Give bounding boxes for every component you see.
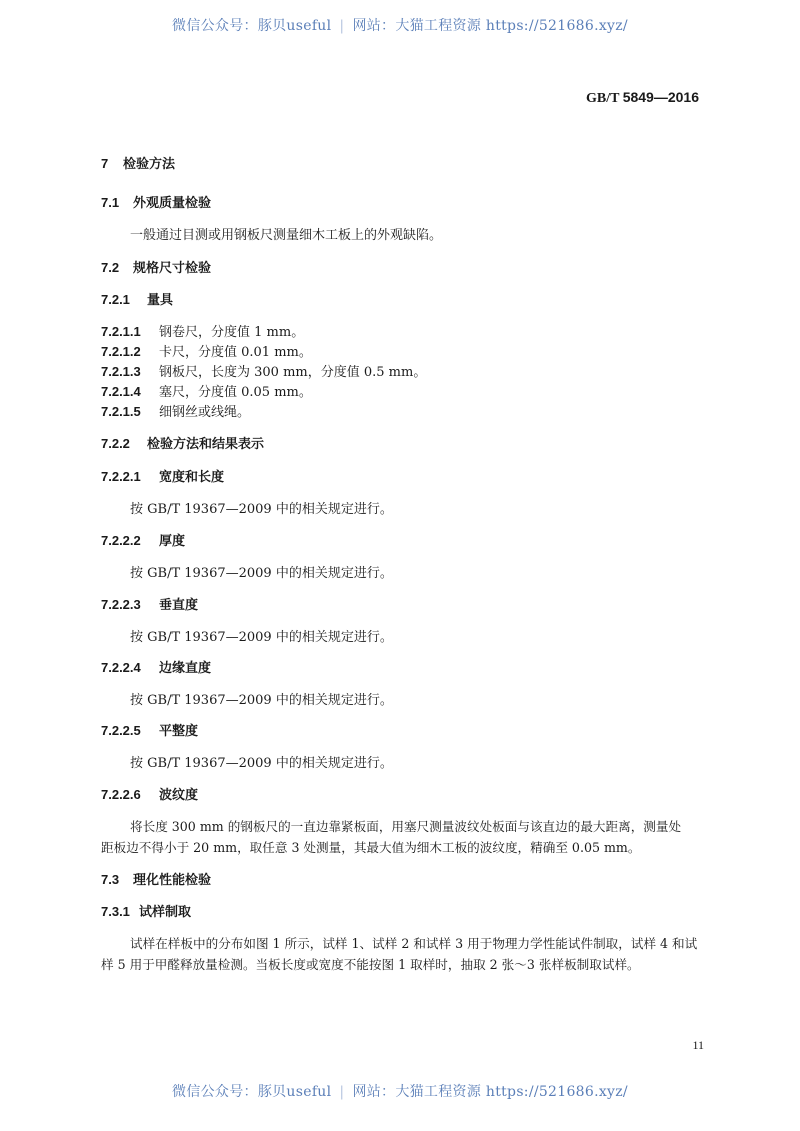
section-body: 按 GB/T 19367—2009 中的相关规定进行。 — [130, 502, 393, 517]
list-item: 7.2.1.4 塞尺，分度值 0.05 mm。 — [101, 384, 312, 400]
section-heading-7-3-1: 7.3.1 试样制取 — [101, 904, 192, 920]
standard-number: GB/T 5849—2016 — [586, 89, 699, 106]
watermark-website: 网站：大猫工程资源 https://521686.xyz/ — [352, 1084, 628, 1100]
section-heading-7-2-2-4: 7.2.2.4 边缘直度 — [101, 660, 212, 676]
watermark-separator: | — [339, 18, 345, 34]
watermark-website: 网站：大猫工程资源 https://521686.xyz/ — [352, 18, 628, 34]
section-heading-7-2-2-1: 7.2.2.1 宽度和长度 — [101, 469, 225, 485]
watermark-bottom — [0, 1081, 800, 1101]
section-body: 按 GB/T 19367—2009 中的相关规定进行。 — [130, 693, 393, 708]
page-number: 11 — [692, 1038, 704, 1052]
watermark-wechat: 微信公众号：豚贝useful — [172, 1084, 332, 1100]
section-heading-7-2-1: 7.2.1 量具 — [101, 292, 174, 308]
section-heading-7-1: 7.1 外观质量检验 — [101, 195, 212, 211]
section-heading-7-2-2-2: 7.2.2.2 厚度 — [101, 533, 186, 549]
watermark-wechat: 微信公众号：豚贝useful — [172, 18, 332, 34]
section-heading-7-2-2-6: 7.2.2.6 波纹度 — [101, 787, 199, 803]
section-body: 按 GB/T 19367—2009 中的相关规定进行。 — [130, 756, 393, 771]
watermark-top — [0, 15, 800, 35]
list-item: 7.2.1.2 卡尺，分度值 0.01 mm。 — [101, 344, 312, 360]
section-body: 将长度 300 mm 的钢板尺的一直边靠紧板面，用塞尺测量波纹处板面与该直边的最大距离，测量处 — [130, 819, 682, 834]
section-heading-7: 7 检验方法 — [101, 156, 176, 172]
list-item: 7.2.1.1 钢卷尺，分度值 1 mm。 — [101, 324, 305, 340]
section-body: 距板边不得小于 20 mm，取任意 3 处测量，其最大值为细木工板的波纹度，精确至 0.05 mm。 — [101, 840, 641, 855]
section-body: 按 GB/T 19367—2009 中的相关规定进行。 — [130, 566, 393, 581]
watermark-separator: | — [339, 1084, 345, 1100]
section-body: 试样在样板中的分布如图 1 所示，试样 1、试样 2 和试样 3 用于物理力学性能试件制取，试样 4 和试 — [130, 936, 698, 951]
section-heading-7-2-2: 7.2.2 检验方法和结果表示 — [101, 436, 265, 452]
section-body-7-1: 一般通过目测或用钢板尺测量细木工板上的外观缺陷。 — [130, 228, 443, 243]
section-body: 按 GB/T 19367—2009 中的相关规定进行。 — [130, 630, 393, 645]
section-heading-7-2-2-5: 7.2.2.5 平整度 — [101, 723, 199, 739]
list-item: 7.2.1.3 钢板尺，长度为 300 mm，分度值 0.5 mm。 — [101, 364, 427, 380]
section-heading-7-3: 7.3 理化性能检验 — [101, 872, 212, 888]
section-heading-7-2-2-3: 7.2.2.3 垂直度 — [101, 597, 199, 613]
section-body: 样 5 用于甲醛释放量检测。当板长度或宽度不能按图 1 取样时，抽取 2 张～3 张样板制取试样。 — [101, 957, 640, 972]
list-item: 7.2.1.5 细钢丝或线绳。 — [101, 404, 251, 420]
section-heading-7-2: 7.2 规格尺寸检验 — [101, 260, 212, 276]
